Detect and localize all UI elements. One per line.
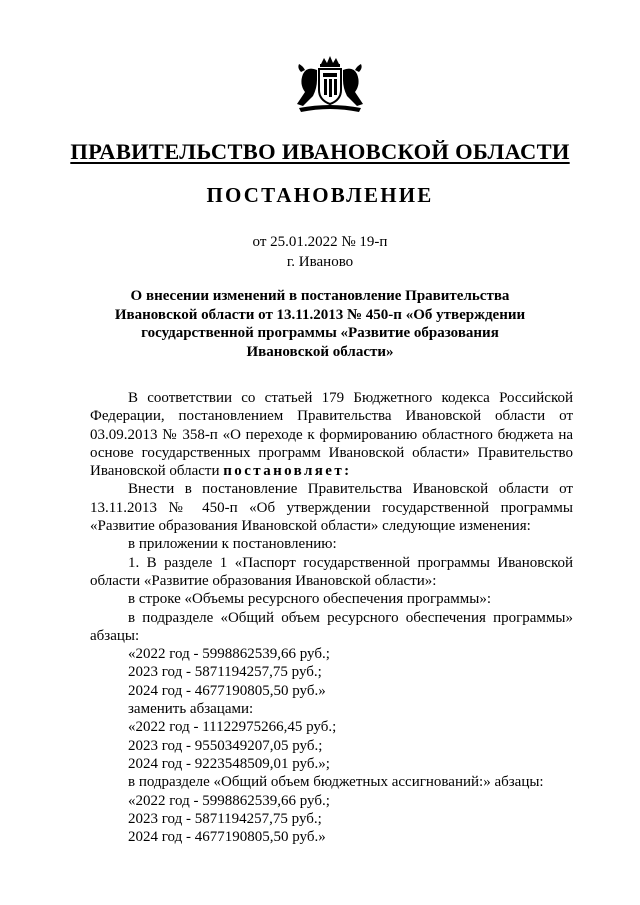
old-amount-line: «2022 год - 5998862539,66 руб.;	[128, 792, 330, 809]
coat-of-arms-emblem	[293, 56, 367, 114]
row-line: в строке «Объемы ресурсного обеспечения программы»:	[128, 591, 491, 608]
government-title: ПРАВИТЕЛЬСТВО ИВАНОВСКОЙ ОБЛАСТИ	[70, 139, 570, 164]
subsection-2-line: в подразделе «Общий объем бюджетных ассигнований:» абзацы:	[128, 774, 544, 791]
appendix-line: в приложении к постановлению:	[128, 536, 337, 553]
subject-line: О внесении изменений в постановление Правительства	[130, 288, 510, 304]
postanovlyaet-word: постановляет:	[223, 463, 352, 480]
old-amount-line: 2023 год - 5871194257,75 руб.;	[128, 810, 322, 827]
subject-line: Ивановской области от 13.11.2013 № 450-п «Об утверждении	[114, 306, 526, 323]
intro-paragraph: Внести в постановление Правительства Ивановской области от 13.11.2013 № 450-п «Об утверждении государственной программы «Развитие образования Ивановской области» следующие изменения:	[90, 481, 573, 535]
document-type: ПОСТАНОВЛЕНИЕ	[206, 183, 434, 207]
new-amount-line: 2023 год - 9550349207,05 руб.;	[128, 737, 323, 754]
document-subject	[0, 287, 640, 361]
item-1-paragraph: 1. В разделе 1 «Паспорт государственной программы Ивановской области «Развитие образования Ивановской области»:	[90, 554, 573, 589]
old-amount-line: 2024 год - 4677190805,50 руб.»	[128, 682, 326, 699]
preamble-paragraph	[90, 389, 573, 480]
date-location	[0, 232, 640, 272]
city: г. Иваново	[286, 254, 354, 270]
old-amount-line: 2023 год - 5871194257,75 руб.;	[128, 664, 322, 681]
subject-line: государственной программы «Развитие образования	[141, 325, 499, 341]
old-amount-line: 2024 год - 4677190805,50 руб.»	[128, 829, 326, 846]
subsection-1-paragraph: в подразделе «Общий объем ресурсного обеспечения программы» абзацы:	[90, 609, 573, 644]
old-amount-line: «2022 год - 5998862539,66 руб.;	[128, 646, 330, 663]
subject-line: Ивановской области»	[246, 343, 394, 360]
replace-line: заменить абзацами:	[128, 701, 254, 718]
new-amount-line: 2024 год - 9223548509,01 руб.»;	[128, 755, 330, 772]
document-body	[90, 389, 573, 846]
date-number: от 25.01.2022 № 19-п	[252, 234, 388, 250]
new-amount-line: «2022 год - 11122975266,45 руб.;	[128, 719, 337, 736]
preamble-text: В соответствии со статьей 179 Бюджетного кодекса Российской Федерации, постановлением Правительства Ивановской области от 03.09.2013 № 358-п «О переходе к формированию областного бюджета на основе государственных программ Ивановской области» Правительство Ивановской области	[90, 390, 573, 480]
